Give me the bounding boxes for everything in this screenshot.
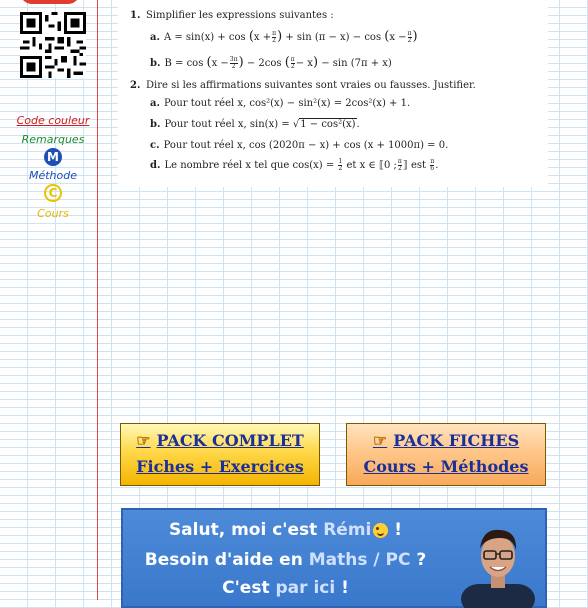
legend-cours: Cours: [37, 207, 69, 220]
methode-badge-icon: M: [44, 148, 62, 166]
question-2b: b. Pour tout réel x, sin(x) = √1 − cos²(x).: [150, 119, 360, 130]
notebook-margin-line: [97, 0, 98, 600]
question-1b: b. B = cos (x − $\frac{3\pi}{2}$ ) − 2cos ( $\frac{\pi}{2}$ − x) − sin (7π + x): [150, 55, 392, 70]
avatar: [453, 518, 543, 608]
question-1: 1. Simplifier les expressions suivantes :: [130, 10, 334, 21]
contact-banner[interactable]: [121, 508, 547, 608]
question-1a: a. A = sin(x) + cos (x + $\frac{\pi}{2}$ ) + sin (π − x) − cos (x − $\frac{\pi}{2}$ ): [150, 29, 418, 44]
legend-remarques: Remarques: [21, 133, 85, 146]
banner-line-3: C'est par ici !: [222, 578, 349, 598]
logo-fragment: [20, 0, 80, 4]
question-2c: c. Pour tout réel x, cos (2020π − x) + cos (x + 1000π) = 0.: [150, 140, 449, 151]
exercise-card: [118, 0, 548, 187]
question-2a: a. Pour tout réel x, cos²(x) − sin²(x) = 2cos²(x) + 1.: [150, 98, 411, 109]
color-code-legend: [10, 115, 96, 219]
pack-complet-button[interactable]: ☞ PACK COMPLET Fiches + Exercices: [120, 423, 320, 486]
banner-line-2: Besoin d'aide en Maths / PC ?: [144, 550, 427, 570]
legend-title: Code couleur: [16, 114, 90, 127]
qr-code[interactable]: [20, 12, 86, 78]
cours-badge-icon: C: [44, 184, 62, 202]
pack-fiches-button[interactable]: ☞ PACK FICHES Cours + Méthodes: [346, 423, 546, 486]
smile-icon: [373, 523, 388, 538]
pointing-hand-icon: ☞: [136, 431, 151, 450]
legend-methode: Méthode: [28, 169, 78, 182]
pointing-hand-icon: ☞: [372, 431, 388, 450]
question-2d: d. Le nombre réel x tel que cos(x) = $\frac{1}{2}$ et x ∈ ⟦0 ; $\frac{\pi}{2}$ ⟧ est $\frac{\pi}{6}$ .: [150, 158, 439, 172]
question-2: 2. Dire si les affirmations suivantes sont vraies ou fausses. Justifier.: [130, 80, 476, 91]
banner-line-1: Salut, moi c'est Rémi !: [168, 520, 403, 540]
